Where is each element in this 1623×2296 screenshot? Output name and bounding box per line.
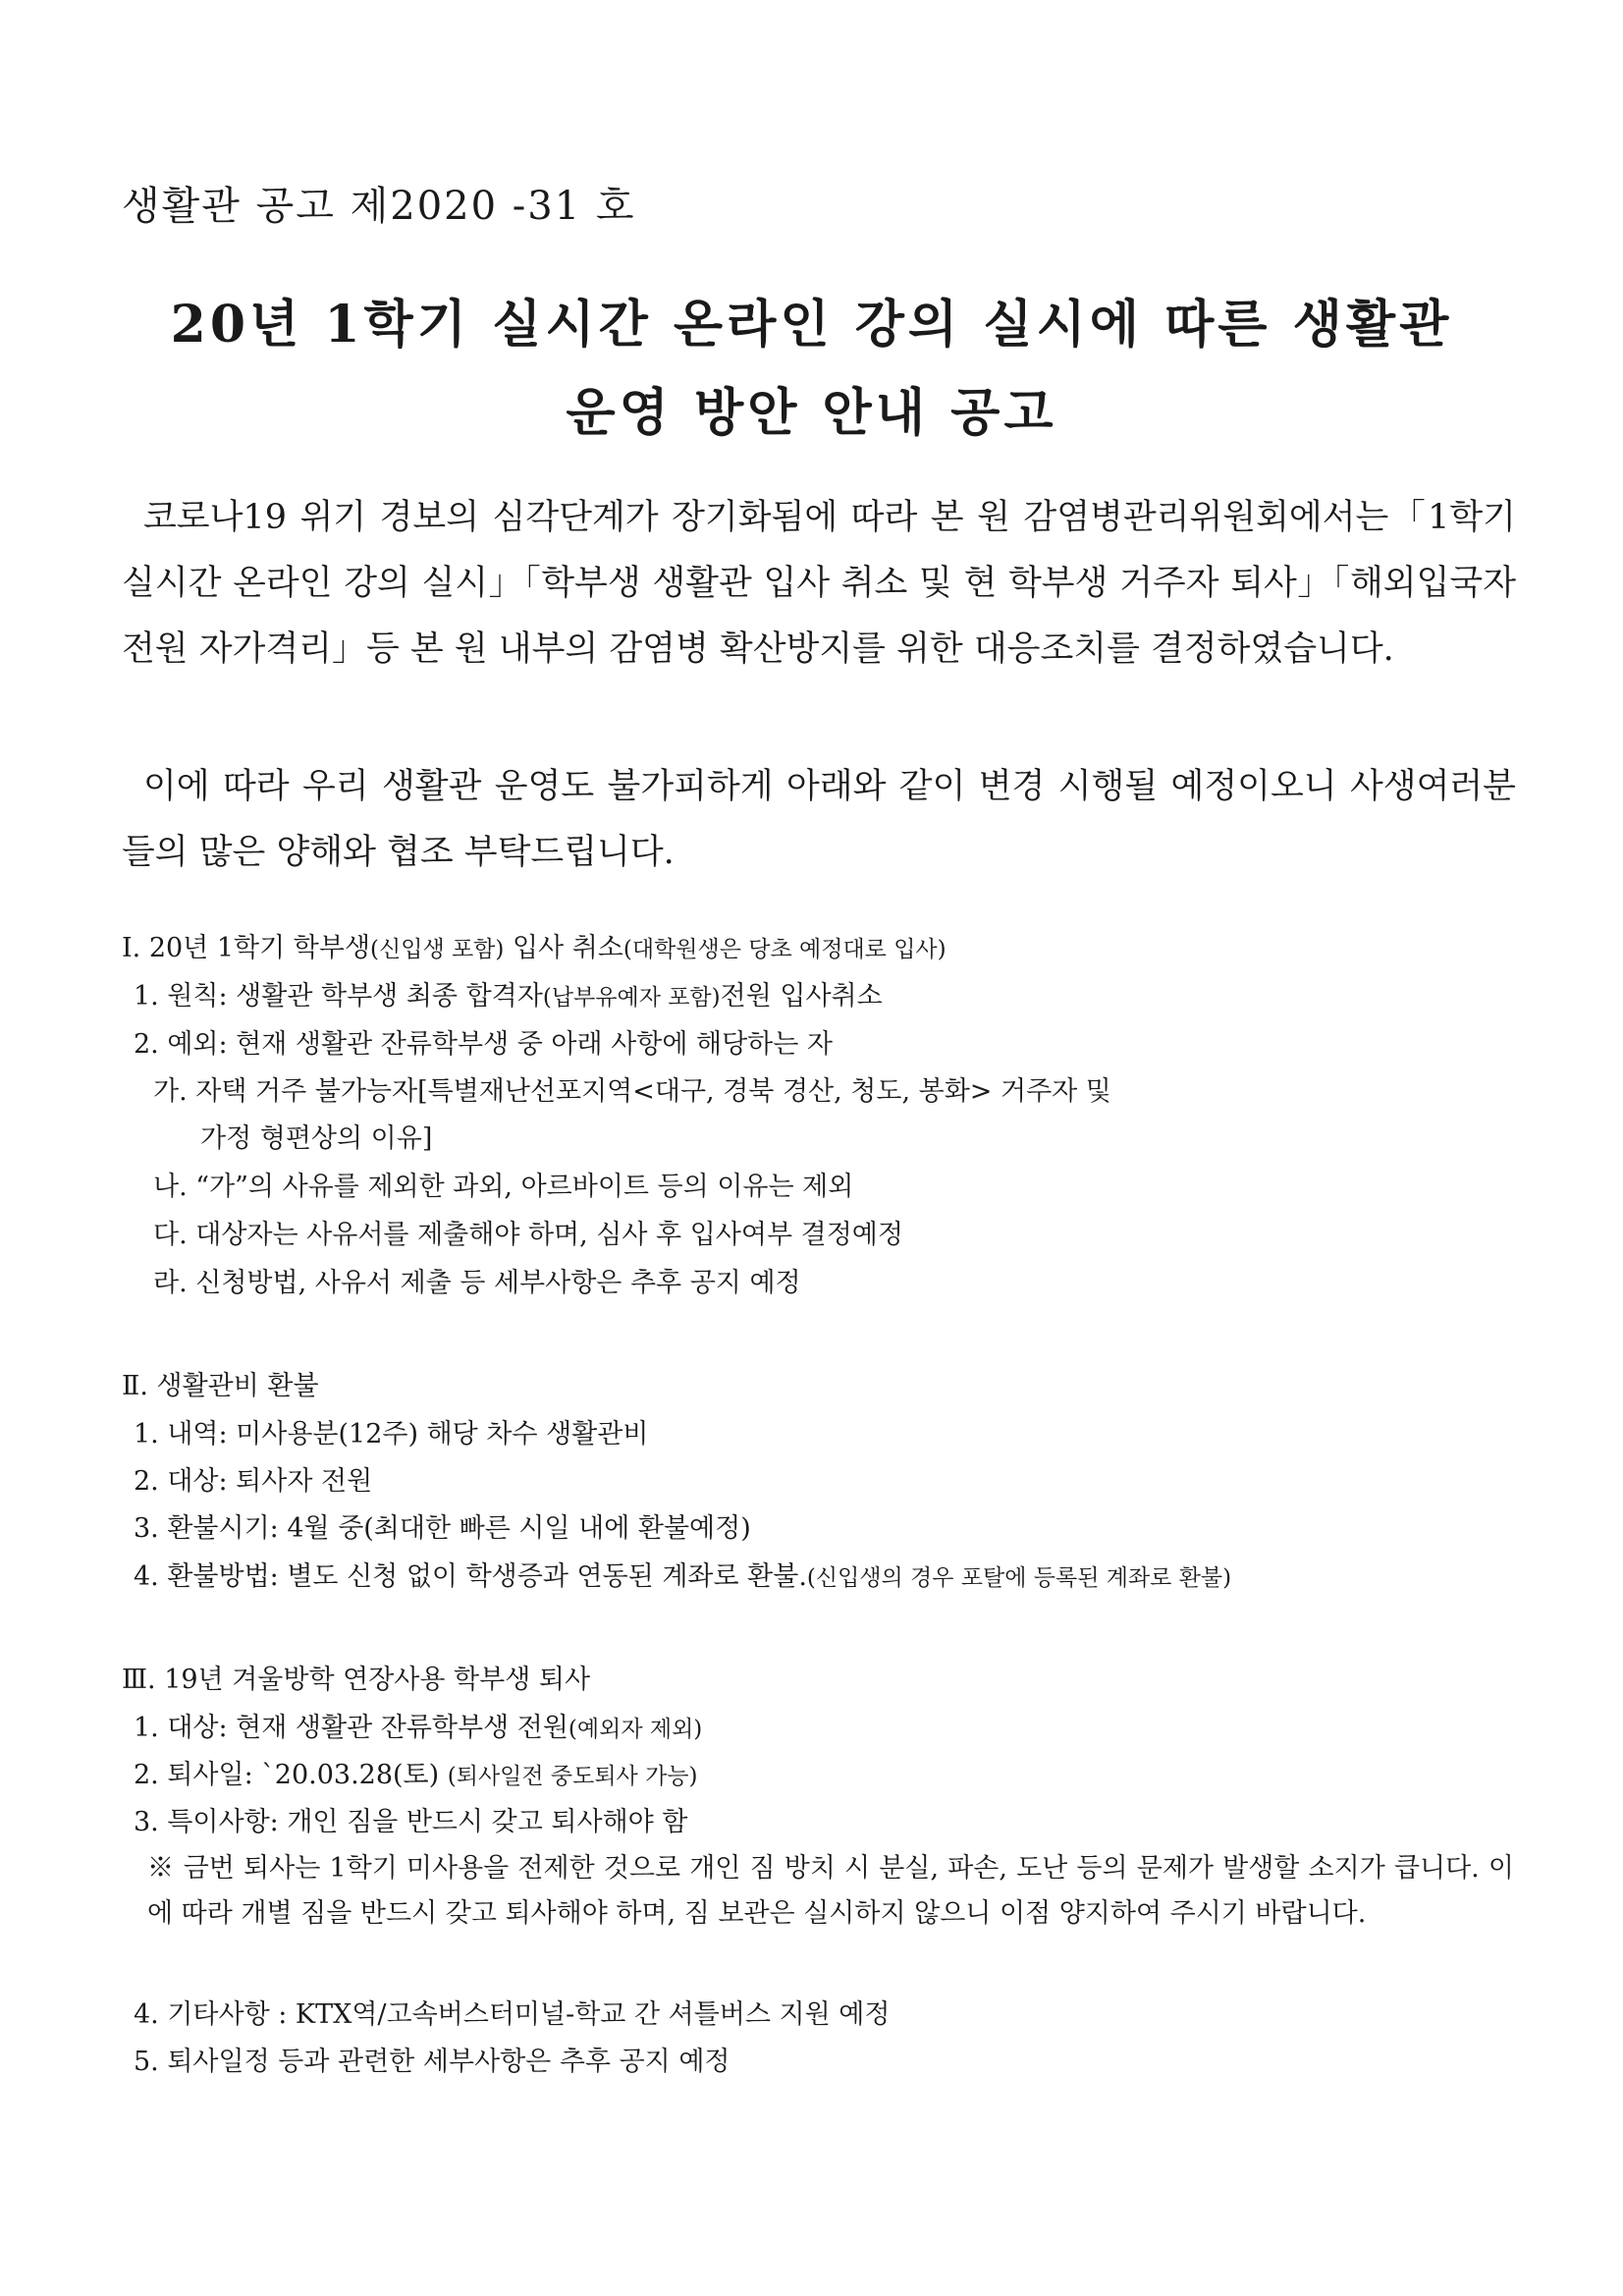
section-3-remark: ※ 금번 퇴사는 1학기 미사용을 전제한 것으로 개인 짐 방치 시 분실, 파손, 도난 등의 문제가 발생할 소지가 큽니다. 이에 따라 개별 짐을 반드시 갖고 퇴사해야 하며, 짐 보관은 실시하지 않으니 이점 양지하여 주시기 바랍니다.: [147, 1853, 1514, 1929]
section-3-heading: Ⅲ. 19년 겨울방학 연장사용 학부생 퇴사: [122, 1665, 591, 1695]
section-2-item-1: 1. 내역: 미사용분(12주) 해당 차수 생활관비: [134, 1419, 649, 1449]
section-3-item-3: 3. 특이사항: 개인 짐을 반드시 갖고 퇴사해야 함: [134, 1807, 688, 1837]
section-2-item-4: 4. 환불방법: 별도 신청 없이 학생증과 연동된 계좌로 환불.(신입생의 경우 포탈에 등록된 계좌로 환불): [134, 1561, 1232, 1592]
section-1-item-1: 1. 원칙: 생활관 학부생 최종 합격자(납부유예자 포함)전원 입사취소: [134, 981, 883, 1011]
section-1-sub-ga: 가. 자택 거주 불가능자[특별재난선포지역<대구, 경북 경산, 청도, 봉화> 거주자 및: [153, 1076, 1111, 1107]
intro-paragraph-2: 이에 따라 우리 생활관 운영도 불가피하게 아래와 같이 변경 시행될 예정이오니 사생여러분들의 많은 양해와 협조 부탁드립니다.: [122, 767, 1516, 872]
intro-paragraph-1: 코로나19 위기 경보의 심각단계가 장기화됨에 따라 본 원 감염병관리위원회에서는「1학기 실시간 온라인 강의 실시」「학부생 생활관 입사 취소 및 현 학부생 거주자 퇴사」「해외입국자 전원 자가격리」등 본 원 내부의 감염병 확산방지를 위한 대응조치를 결정하였습니다.: [122, 498, 1516, 669]
section-2-heading: Ⅱ. 생활관비 환불: [122, 1371, 319, 1401]
notice-number: 생활관 공고 제2020 -31 호: [122, 184, 636, 229]
title-line-1: 20년 1학기 실시간 온라인 강의 실시에 따른 생활관: [170, 295, 1453, 355]
section-1-sub-na: 나. “가”의 사유를 제외한 과외, 아르바이트 등의 이유는 제외: [153, 1172, 854, 1202]
section-3-item-5: 5. 퇴사일정 등과 관련한 세부사항은 추후 공지 예정: [134, 2047, 730, 2077]
section-1-heading: Ⅰ. 20년 1학기 학부생(신입생 포함) 입사 취소(대학원생은 당초 예정대로 입사): [122, 933, 947, 963]
section-1-sub-ga-cont: 가정 형편상의 이유]: [200, 1123, 433, 1154]
section-2-item-3: 3. 환불시기: 4월 중(최대한 빠른 시일 내에 환불예정): [134, 1513, 751, 1544]
section-3-item-4: 4. 기타사항 : KTX역/고속버스터미널-학교 간 셔틀버스 지원 예정: [134, 1999, 891, 2030]
section-1-item-2: 2. 예외: 현재 생활관 잔류학부생 중 아래 사항에 해당하는 자: [134, 1029, 833, 1060]
section-2-item-2: 2. 대상: 퇴사자 전원: [134, 1466, 373, 1497]
section-1-sub-da: 다. 대상자는 사유서를 제출해야 하며, 심사 후 입사여부 결정예정: [153, 1220, 903, 1250]
section-1-sub-ra: 라. 신청방법, 사유서 제출 등 세부사항은 추후 공지 예정: [153, 1268, 801, 1298]
title-line-2: 운영 방안 안내 공고: [566, 383, 1057, 443]
section-3-item-1: 1. 대상: 현재 생활관 잔류학부생 전원(예외자 제외): [134, 1713, 703, 1743]
section-3-item-2: 2. 퇴사일: `20.03.28(토) (퇴사일전 중도퇴사 가능): [134, 1760, 698, 1790]
